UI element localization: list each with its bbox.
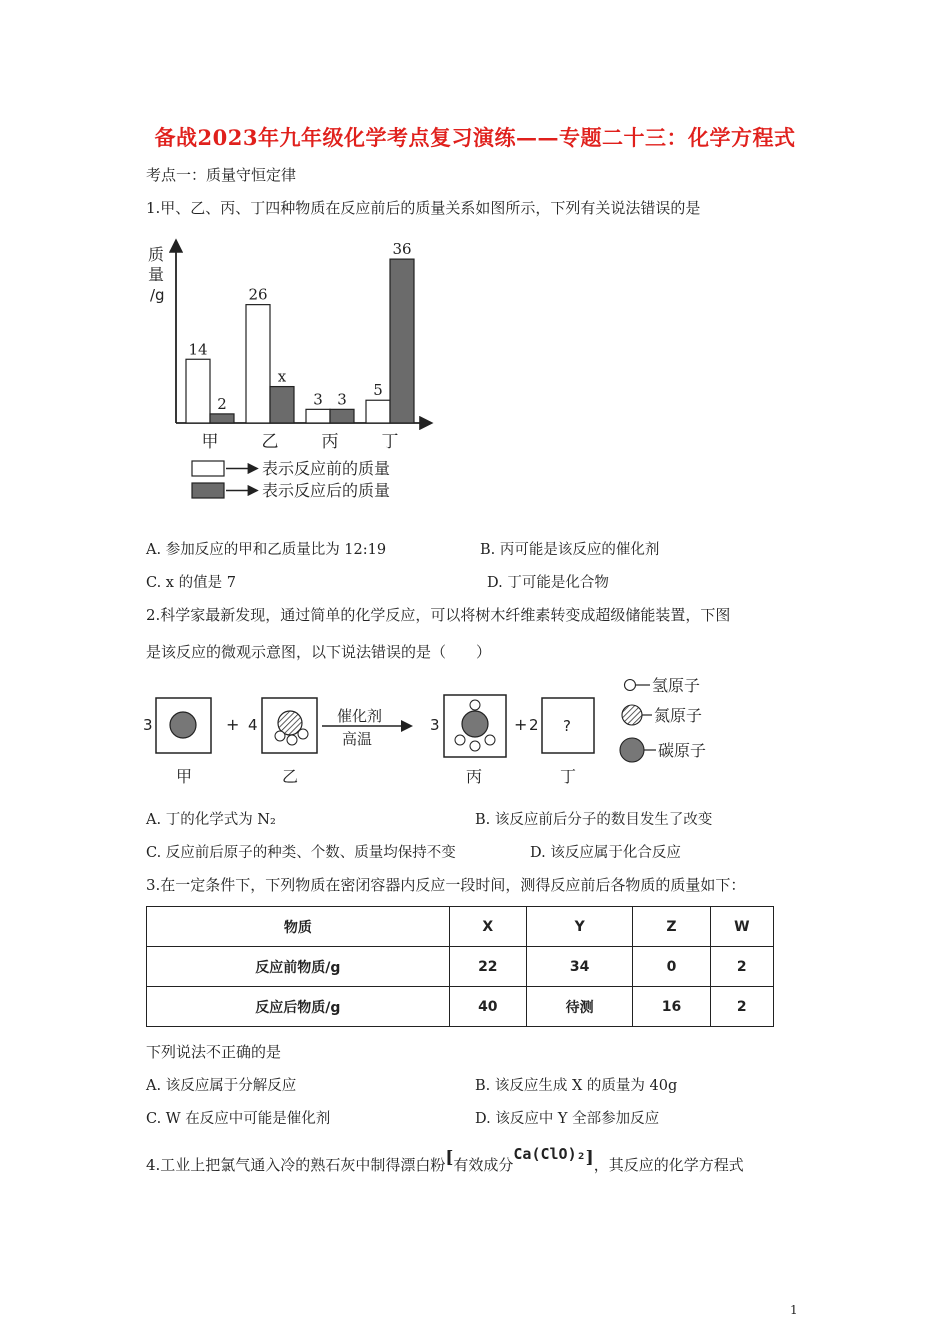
y-label-1: 质 — [148, 245, 165, 264]
q1-option-d: D. 丁可能是化合物 — [487, 575, 609, 591]
table-cell: 0 — [633, 947, 710, 987]
legend-hydrogen: 氢原子 — [652, 676, 701, 695]
carbon-atom — [462, 711, 488, 737]
hydrogen-atom — [298, 729, 308, 739]
label-yi: 乙 — [282, 767, 299, 786]
bar-value-label: 2 — [217, 394, 227, 413]
bar-value-label: 3 — [313, 390, 323, 409]
q2-option-a: A. 丁的化学式为 N₂ — [146, 812, 276, 828]
unknown-mark: ? — [563, 717, 571, 735]
q4-bracket-close: ] — [585, 1148, 594, 1168]
q2-option-c: C. 反应前后原子的种类、个数、质量均保持不变 — [146, 845, 456, 861]
category-label: 乙 — [261, 432, 279, 452]
q4-stem-part-c: ，其反应的化学方程式 — [593, 1156, 744, 1174]
q3-option-d: D. 该反应中 Y 全部参加反应 — [475, 1111, 660, 1127]
bar-value-label: 3 — [337, 390, 347, 409]
q2-option-b: B. 该反应前后分子的数目发生了改变 — [475, 812, 713, 828]
q1-option-b: B. 丙可能是该反应的催化剂 — [480, 542, 660, 558]
q3-stem: 3.在一定条件下，下列物质在密闭容器内反应一段时间，测得反应前后各物质的质量如下： — [146, 876, 746, 894]
table-cell: 34 — [526, 947, 632, 987]
table-cell: 反应后物质/g — [147, 987, 450, 1027]
bar-after-4 — [390, 259, 414, 423]
condition-top: 催化剂 — [337, 707, 383, 725]
bar-value-label: 14 — [188, 340, 208, 359]
table-cell: 40 — [449, 987, 526, 1027]
q4-bracket-open: [ — [445, 1148, 454, 1168]
y-label-3: /g — [150, 286, 165, 304]
coef-yi: 4 — [248, 716, 258, 734]
q1-option-c: C. x 的值是 7 — [146, 575, 236, 591]
q2-option-d: D. 该反应属于化合反应 — [530, 845, 681, 861]
page-title: 备战2023年九年级化学考点复习演练——专题二十三：化学方程式 — [154, 125, 796, 150]
table-header-cell: X — [449, 907, 526, 947]
bar-after-3 — [330, 409, 354, 423]
q3-prompt: 下列说法不正确的是 — [146, 1043, 282, 1061]
carbon-atom — [170, 712, 196, 738]
bar-after-1 — [210, 414, 234, 423]
hydrogen-atom — [275, 731, 285, 741]
q2-stem-line1: 2.科学家最新发现，通过简单的化学反应，可以将树木纤维素转变成超级储能装置，下图 — [146, 606, 731, 624]
y-label-2: 量 — [148, 265, 165, 284]
plus-1: + — [226, 715, 240, 734]
bar-value-label: 36 — [392, 240, 412, 259]
bar-value-label: 26 — [248, 285, 268, 304]
section-heading: 考点一：质量守恒定律 — [146, 166, 297, 184]
table-header-cell: Z — [633, 907, 710, 947]
table-cell: 反应前物质/g — [147, 947, 450, 987]
legend-before-swatch — [192, 461, 224, 476]
label-ding: 丁 — [560, 767, 577, 786]
bar-value-label: 5 — [373, 381, 383, 400]
category-label: 丁 — [381, 432, 399, 452]
hydrogen-atom — [455, 735, 465, 745]
table-cell: 16 — [633, 987, 710, 1027]
legend-after-swatch — [192, 483, 224, 498]
label-bing: 丙 — [466, 767, 483, 786]
table-cell: 待测 — [526, 987, 632, 1027]
table-cell: 22 — [449, 947, 526, 987]
category-label: 甲 — [201, 432, 219, 452]
coef-bing: 3 — [430, 716, 440, 734]
q4-formula: Ca(ClO)₂ — [513, 1145, 586, 1163]
legend-before-label: 表示反应前的质量 — [262, 459, 391, 478]
coef-jia: 3 — [143, 716, 153, 734]
q3-option-c: C. W 在反应中可能是催化剂 — [146, 1111, 331, 1127]
bar-after-2 — [270, 387, 294, 423]
bar-before-2 — [246, 305, 270, 423]
q1-option-a: A. 参加反应的甲和乙质量比为 12:19 — [146, 542, 387, 558]
q2-reaction-diagram — [140, 668, 740, 798]
table-cell: 2 — [710, 947, 773, 987]
bar-before-1 — [186, 359, 210, 423]
table-row — [147, 947, 774, 987]
hydrogen-atom — [470, 741, 480, 751]
table-header-cell: Y — [526, 907, 632, 947]
hydrogen-atom — [287, 735, 297, 745]
hydrogen-atom — [470, 700, 480, 710]
table-header-cell: W — [710, 907, 773, 947]
table-row — [147, 987, 774, 1027]
plus-2: + — [514, 715, 528, 734]
hydrogen-atom — [485, 735, 495, 745]
coef-ding: 2 — [529, 716, 539, 734]
legend-after-label: 表示反应后的质量 — [262, 481, 391, 500]
bar-before-3 — [306, 409, 330, 423]
category-label: 丙 — [321, 432, 339, 452]
condition-bottom: 高温 — [342, 730, 373, 748]
page-number: 1 — [790, 1303, 798, 1317]
q2-stem-line2: 是该反应的微观示意图，以下说法错误的是（ ） — [146, 643, 492, 661]
legend-nitrogen: 氮原子 — [654, 706, 703, 725]
q3-data-table — [146, 906, 774, 1027]
q4-stem — [146, 1145, 744, 1175]
q4-stem-part-b: 有效成分 — [453, 1156, 514, 1174]
q3-option-a: A. 该反应属于分解反应 — [146, 1078, 297, 1094]
table-header-cell: 物质 — [147, 907, 450, 947]
q3-option-b: B. 该反应生成 X 的质量为 40g — [475, 1078, 678, 1094]
legend-carbon: 碳原子 — [658, 741, 707, 760]
table-header-row — [147, 907, 774, 947]
bar-before-4 — [366, 400, 390, 423]
q1-bar-chart — [140, 228, 440, 508]
label-jia: 甲 — [176, 767, 193, 786]
bar-value-label: x — [277, 367, 287, 386]
table-cell: 2 — [710, 987, 773, 1027]
q4-stem-part-a: 4.工业上把氯气通入冷的熟石灰中制得漂白粉 — [146, 1156, 446, 1174]
q1-stem: 1.甲、乙、丙、丁四种物质在反应前后的质量关系如图所示，下列有关说法错误的是 — [146, 199, 701, 217]
